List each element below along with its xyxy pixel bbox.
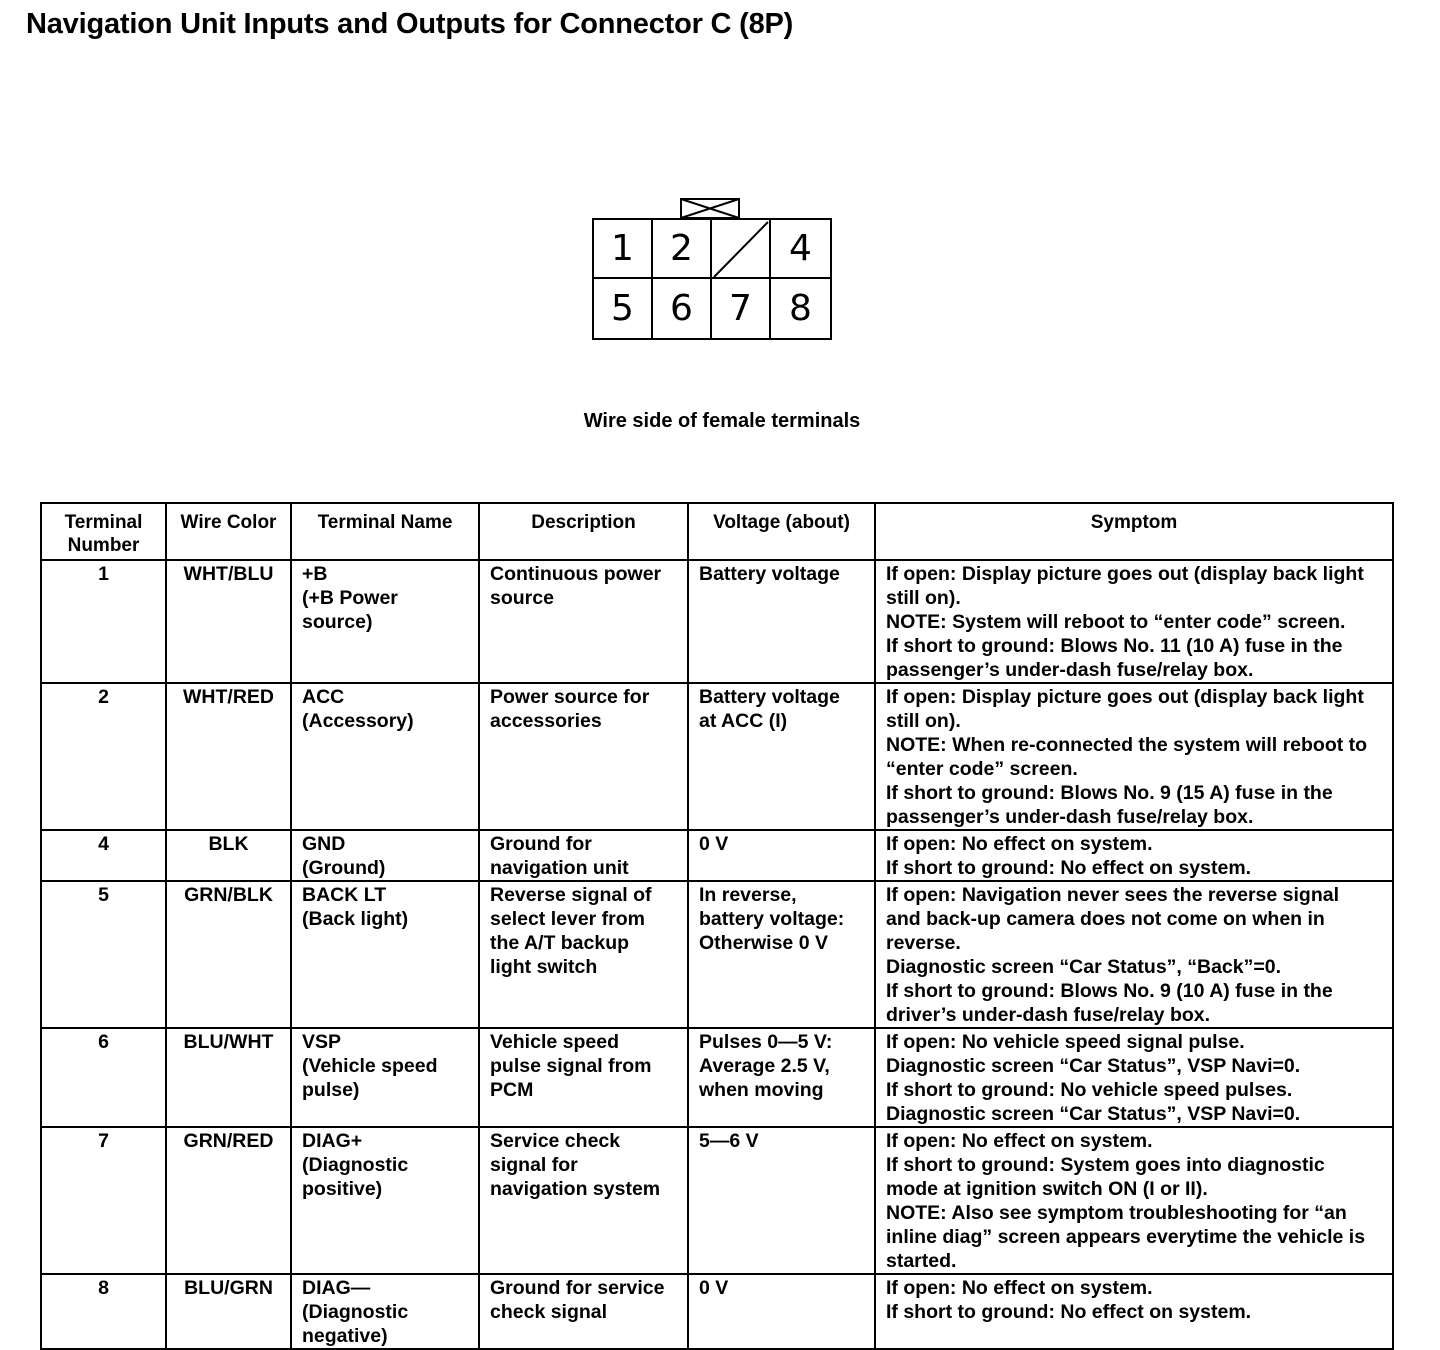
cell-terminal-name-line: positive) [302, 1178, 383, 1200]
cell-terminal-name [291, 560, 479, 683]
table-row [41, 881, 1393, 1028]
terminal-table [40, 502, 1394, 1350]
cell-terminal-number: 7 [41, 1127, 166, 1274]
empty-cavity-slash [712, 220, 770, 279]
cell-terminal-name-line: (Accessory) [302, 710, 414, 732]
cell-description-line: select lever from [490, 908, 646, 930]
cell-wire-color: WHT/RED [166, 683, 291, 830]
cell-symptom-line: and back-up camera does not come on when in [886, 908, 1325, 930]
cell-wire-color: BLK [166, 830, 291, 881]
connector-pin: 8 [789, 288, 812, 329]
cell-description-line: PCM [490, 1079, 534, 1101]
cell-terminal-name-line: (Diagnostic [302, 1301, 409, 1323]
cell-voltage-line: 5—6 V [699, 1130, 759, 1152]
cell-terminal-name-line: pulse) [302, 1079, 360, 1101]
cell-symptom-line: If open: No effect on system. [886, 1130, 1153, 1152]
cell-description [479, 1274, 688, 1349]
cell-symptom-line: If short to ground: Blows No. 11 (10 A) fuse in the [886, 635, 1343, 657]
page-title: Navigation Unit Inputs and Outputs for Connector C (8P) [26, 8, 794, 40]
cell-voltage [688, 560, 875, 683]
connector-diagram [592, 198, 832, 341]
cell-terminal-name-line: VSP [302, 1031, 342, 1053]
cell-symptom-line: Diagnostic screen “Car Status”, VSP Navi=0. [886, 1103, 1301, 1125]
cell-voltage [688, 1028, 875, 1127]
cell-symptom-line: still on). [886, 587, 961, 609]
cell-symptom-line: NOTE: Also see symptom troubleshooting for “an [886, 1202, 1347, 1224]
cell-symptom-line: passenger’s under-dash fuse/relay box. [886, 806, 1254, 828]
cell-symptom-line: If short to ground: Blows No. 9 (15 A) fuse in the [886, 782, 1333, 804]
cell-terminal-name [291, 1274, 479, 1349]
cell-terminal-name-line: source) [302, 611, 373, 633]
table-row [41, 683, 1393, 830]
cell-symptom-line: started. [886, 1250, 957, 1272]
cell-voltage [688, 1274, 875, 1349]
connector-pin: 1 [594, 220, 653, 279]
table-row [41, 1274, 1393, 1349]
connector-pin: 6 [653, 279, 712, 338]
cell-description [479, 1028, 688, 1127]
cell-symptom [875, 881, 1393, 1028]
cell-description-line: the A/T backup [490, 932, 630, 954]
cell-terminal-name-line: DIAG— [302, 1277, 371, 1299]
cell-terminal-name-line: (+B Power [302, 587, 398, 609]
cell-terminal-name-line: (Back light) [302, 908, 409, 930]
connector-pin: 5 [594, 279, 653, 338]
cell-voltage [688, 881, 875, 1028]
cell-voltage [688, 830, 875, 881]
cell-description-line: accessories [490, 710, 602, 732]
cell-symptom-line: Diagnostic screen “Car Status”, VSP Navi=0. [886, 1055, 1301, 1077]
cell-description-line: Ground for [490, 833, 592, 855]
cell-voltage-line: In reverse, [699, 884, 797, 906]
table-header-row [41, 503, 1393, 560]
cell-symptom-line: If open: Display picture goes out (display back light [886, 686, 1364, 708]
cell-symptom-line: If short to ground: No effect on system. [886, 1301, 1252, 1323]
cell-description [479, 560, 688, 683]
cell-terminal-name-line: BACK LT [302, 884, 387, 906]
cell-voltage-line: Average 2.5 V, [699, 1055, 830, 1077]
cell-terminal-name [291, 881, 479, 1028]
cell-description [479, 881, 688, 1028]
cell-terminal-name-line: negative) [302, 1325, 388, 1347]
cell-terminal-name-line: ACC [302, 686, 345, 708]
header-wire-color: Wire Color [166, 503, 291, 560]
header-terminal-name: Terminal Name [291, 503, 479, 560]
cell-description-line: signal for [490, 1154, 578, 1176]
cell-terminal-name-line: DIAG+ [302, 1130, 363, 1152]
cell-voltage [688, 683, 875, 830]
cell-symptom-line: still on). [886, 710, 961, 732]
cell-terminal-name-line: +B [302, 563, 328, 585]
cell-symptom-line: If open: Navigation never sees the reverse signal [886, 884, 1340, 906]
connector-pin-empty [712, 220, 771, 279]
cell-voltage-line: Battery voltage [699, 563, 840, 585]
cell-wire-color: GRN/RED [166, 1127, 291, 1274]
cell-description-line: check signal [490, 1301, 608, 1323]
cell-description-line: Power source for [490, 686, 650, 708]
table-row [41, 830, 1393, 881]
header-voltage: Voltage (about) [688, 503, 875, 560]
table-row [41, 1028, 1393, 1127]
cell-symptom [875, 1028, 1393, 1127]
cell-wire-color: WHT/BLU [166, 560, 291, 683]
cell-voltage-line: Pulses 0—5 V: [699, 1031, 833, 1053]
cell-terminal-number: 6 [41, 1028, 166, 1127]
cell-voltage [688, 1127, 875, 1274]
table-row [41, 560, 1393, 683]
cell-symptom [875, 1127, 1393, 1274]
header-description: Description [479, 503, 688, 560]
cell-wire-color: BLU/WHT [166, 1028, 291, 1127]
cell-terminal-number: 8 [41, 1274, 166, 1349]
cell-symptom-line: NOTE: When re-connected the system will reboot to [886, 734, 1368, 756]
cell-symptom-line: If short to ground: No effect on system. [886, 857, 1252, 879]
connector-pin: 2 [653, 220, 712, 279]
cell-terminal-name-line: GND [302, 833, 346, 855]
cell-terminal-name [291, 1028, 479, 1127]
cell-voltage-line: Battery voltage [699, 686, 840, 708]
cell-terminal-number: 4 [41, 830, 166, 881]
connector-body [592, 218, 832, 340]
cell-symptom-line: driver’s under-dash fuse/relay box. [886, 1004, 1211, 1026]
cell-terminal-name [291, 1127, 479, 1274]
cell-symptom [875, 1274, 1393, 1349]
connector-pin: 4 [771, 220, 830, 279]
cell-terminal-number: 2 [41, 683, 166, 830]
cell-terminal-number: 5 [41, 881, 166, 1028]
cell-voltage-line: 0 V [699, 1277, 729, 1299]
cell-voltage-line: at ACC (I) [699, 710, 788, 732]
cell-terminal-name-line: (Vehicle speed [302, 1055, 438, 1077]
cell-description-line: Continuous power [490, 563, 662, 585]
cell-symptom-line: “enter code” screen. [886, 758, 1078, 780]
cell-voltage-line: 0 V [699, 833, 729, 855]
cell-voltage-line: Otherwise 0 V [699, 932, 828, 954]
cell-voltage-line: battery voltage: [699, 908, 845, 930]
cell-symptom-line: mode at ignition switch ON (I or II). [886, 1178, 1208, 1200]
cell-terminal-name [291, 683, 479, 830]
cell-symptom-line: If short to ground: System goes into diagnostic [886, 1154, 1325, 1176]
cell-symptom-line: If open: No effect on system. [886, 1277, 1153, 1299]
cell-terminal-name [291, 830, 479, 881]
cell-symptom [875, 683, 1393, 830]
connector-caption: Wire side of female terminals [583, 410, 861, 432]
cell-description [479, 1127, 688, 1274]
cell-symptom-line: If open: Display picture goes out (display back light [886, 563, 1364, 585]
table-row [41, 1127, 1393, 1274]
cell-description [479, 683, 688, 830]
cell-description-line: Vehicle speed [490, 1031, 619, 1053]
cell-wire-color: GRN/BLK [166, 881, 291, 1028]
cell-description-line: light switch [490, 956, 598, 978]
header-terminal-number: Terminal Number [41, 503, 166, 560]
cell-terminal-name-line: (Ground) [302, 857, 386, 879]
cell-symptom-line: If short to ground: No vehicle speed pulses. [886, 1079, 1293, 1101]
cell-description [479, 830, 688, 881]
cell-symptom-line: If open: No effect on system. [886, 833, 1153, 855]
cell-symptom-line: NOTE: System will reboot to “enter code” screen. [886, 611, 1346, 633]
cell-description-line: pulse signal from [490, 1055, 652, 1077]
connector-latch [680, 198, 740, 218]
cell-description-line: navigation system [490, 1178, 661, 1200]
cell-symptom-line: passenger’s under-dash fuse/relay box. [886, 659, 1254, 681]
cell-symptom [875, 830, 1393, 881]
cell-wire-color: BLU/GRN [166, 1274, 291, 1349]
cell-description-line: Service check [490, 1130, 621, 1152]
cell-symptom [875, 560, 1393, 683]
cell-symptom-line: If open: No vehicle speed signal pulse. [886, 1031, 1245, 1053]
connector-pin: 7 [712, 279, 771, 338]
cell-description-line: Reverse signal of [490, 884, 652, 906]
cell-description-line: source [490, 587, 554, 609]
cell-symptom-line: If short to ground: Blows No. 9 (10 A) fuse in the [886, 980, 1333, 1002]
cell-terminal-number: 1 [41, 560, 166, 683]
cell-symptom-line: inline diag” screen appears everytime the vehicle is [886, 1226, 1366, 1248]
cell-symptom-line: Diagnostic screen “Car Status”, “Back”=0. [886, 956, 1282, 978]
cell-symptom-line: reverse. [886, 932, 961, 954]
cell-description-line: navigation unit [490, 857, 629, 879]
cell-description-line: Ground for service [490, 1277, 665, 1299]
cell-voltage-line: when moving [699, 1079, 824, 1101]
header-symptom: Symptom [875, 503, 1393, 560]
cell-terminal-name-line: (Diagnostic [302, 1154, 409, 1176]
